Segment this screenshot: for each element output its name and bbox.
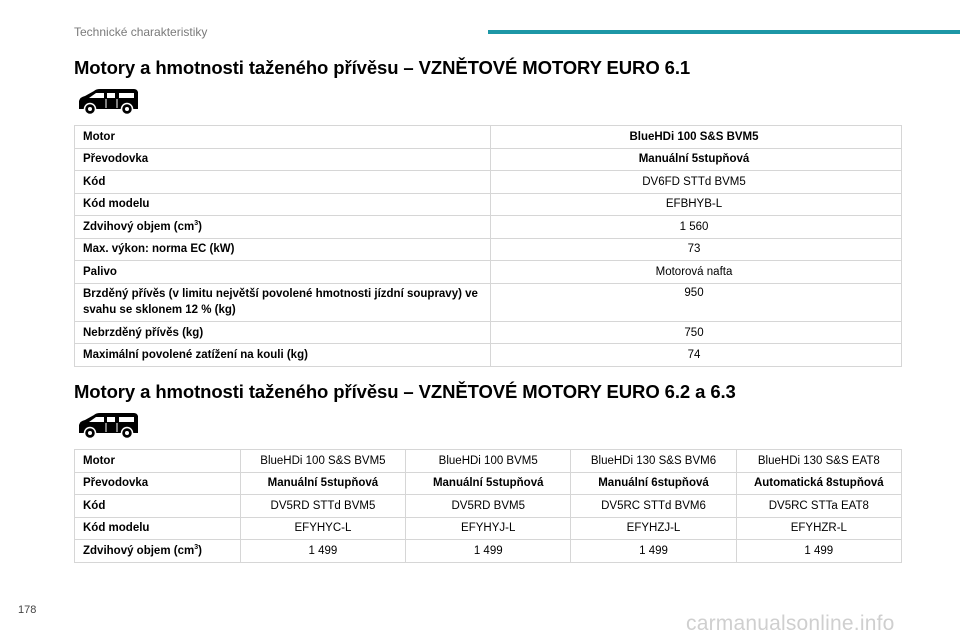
table-row bbox=[75, 238, 902, 261]
cell-value: EFYHYC-L bbox=[240, 517, 405, 540]
cell-value: Manuální 5stupňová bbox=[240, 472, 405, 495]
table-row bbox=[75, 126, 902, 149]
chapter-accent-bar bbox=[488, 30, 960, 34]
cell-value: DV5RC STTd BVM6 bbox=[571, 495, 736, 518]
row-value: 1 560 bbox=[491, 216, 902, 239]
row-label: Zdvihový objem (cm bbox=[83, 545, 195, 558]
row-label: Zdvihový objem (cm bbox=[83, 221, 195, 234]
section-title-euro-6-1: Motory a hmotnosti taženého přívěsu – VZNĚTOVÉ MOTORY EURO 6.1 bbox=[74, 57, 691, 78]
table-row bbox=[75, 216, 902, 239]
table-row bbox=[75, 283, 902, 321]
row-label: Převodovka bbox=[75, 148, 491, 171]
row-value: BlueHDi 100 S&S BVM5 bbox=[491, 126, 902, 149]
row-label: Motor bbox=[75, 450, 241, 473]
engine-table-euro-6-2-6-3 bbox=[74, 449, 902, 563]
unit-close: ) bbox=[198, 545, 202, 558]
row-value: 74 bbox=[491, 344, 902, 367]
row-label: Převodovka bbox=[75, 472, 241, 495]
row-label: Max. výkon: norma EC (kW) bbox=[75, 238, 491, 261]
table-row bbox=[75, 450, 902, 473]
table-row bbox=[75, 261, 902, 284]
row-label-with-unit bbox=[75, 540, 241, 563]
row-value: Manuální 5stupňová bbox=[491, 148, 902, 171]
van-icon bbox=[76, 410, 140, 440]
table-row bbox=[75, 540, 902, 563]
table-row bbox=[75, 517, 902, 540]
table-row bbox=[75, 148, 902, 171]
row-label: Kód bbox=[75, 495, 241, 518]
table-row bbox=[75, 171, 902, 194]
row-label: Maximální povolené zatížení na kouli (kg) bbox=[75, 344, 491, 367]
cell-value: BlueHDi 100 S&S BVM5 bbox=[240, 450, 405, 473]
cell-value: DV5RD STTd BVM5 bbox=[240, 495, 405, 518]
cell-value: DV5RC STTa EAT8 bbox=[736, 495, 901, 518]
row-label: Kód modelu bbox=[75, 517, 241, 540]
cell-value: EFYHZJ-L bbox=[571, 517, 736, 540]
row-label: Kód modelu bbox=[75, 193, 491, 216]
table-row bbox=[75, 193, 902, 216]
table-row bbox=[75, 344, 902, 367]
row-value: DV6FD STTd BVM5 bbox=[491, 171, 902, 194]
cell-value: 1 499 bbox=[571, 540, 736, 563]
chapter-heading: Technické charakteristiky bbox=[74, 25, 208, 39]
table-row bbox=[75, 472, 902, 495]
row-label: Kód bbox=[75, 171, 491, 194]
cell-value: DV5RD BVM5 bbox=[406, 495, 571, 518]
row-label: Nebrzděný přívěs (kg) bbox=[75, 321, 491, 344]
cell-value: 1 499 bbox=[240, 540, 405, 563]
table-row bbox=[75, 495, 902, 518]
row-label-with-unit bbox=[75, 216, 491, 239]
engine-table-euro-6-1 bbox=[74, 125, 902, 367]
table-row bbox=[75, 321, 902, 344]
row-label: Motor bbox=[75, 126, 491, 149]
cell-value: Manuální 6stupňová bbox=[571, 472, 736, 495]
cell-value: BlueHDi 130 S&S BVM6 bbox=[571, 450, 736, 473]
cell-value: 1 499 bbox=[406, 540, 571, 563]
page-number: 178 bbox=[18, 604, 37, 616]
row-label: Palivo bbox=[75, 261, 491, 284]
cell-value: Manuální 5stupňová bbox=[406, 472, 571, 495]
cell-value: Automatická 8stupňová bbox=[736, 472, 901, 495]
row-value: EFBHYB-L bbox=[491, 193, 902, 216]
unit-superscript: 3 bbox=[194, 544, 199, 552]
watermark: carmanualsonline.info bbox=[686, 612, 895, 635]
row-value: 750 bbox=[491, 321, 902, 344]
cell-value: BlueHDi 130 S&S EAT8 bbox=[736, 450, 901, 473]
row-value: Motorová nafta bbox=[491, 261, 902, 284]
unit-superscript: 3 bbox=[194, 220, 199, 228]
cell-value: EFYHZR-L bbox=[736, 517, 901, 540]
row-value: 73 bbox=[491, 238, 902, 261]
section-title-euro-6-2-6-3: Motory a hmotnosti taženého přívěsu – VZNĚTOVÉ MOTORY EURO 6.2 a 6.3 bbox=[74, 381, 736, 402]
row-value: 950 bbox=[491, 283, 902, 321]
cell-value: 1 499 bbox=[736, 540, 901, 563]
cell-value: EFYHYJ-L bbox=[406, 517, 571, 540]
row-label: Brzděný přívěs (v limitu největší povolené hmotnosti jízdní soupravy) ve svahu se sklonem 12 % (kg) bbox=[75, 283, 491, 321]
van-icon bbox=[76, 86, 140, 116]
unit-close: ) bbox=[198, 221, 202, 234]
cell-value: BlueHDi 100 BVM5 bbox=[406, 450, 571, 473]
